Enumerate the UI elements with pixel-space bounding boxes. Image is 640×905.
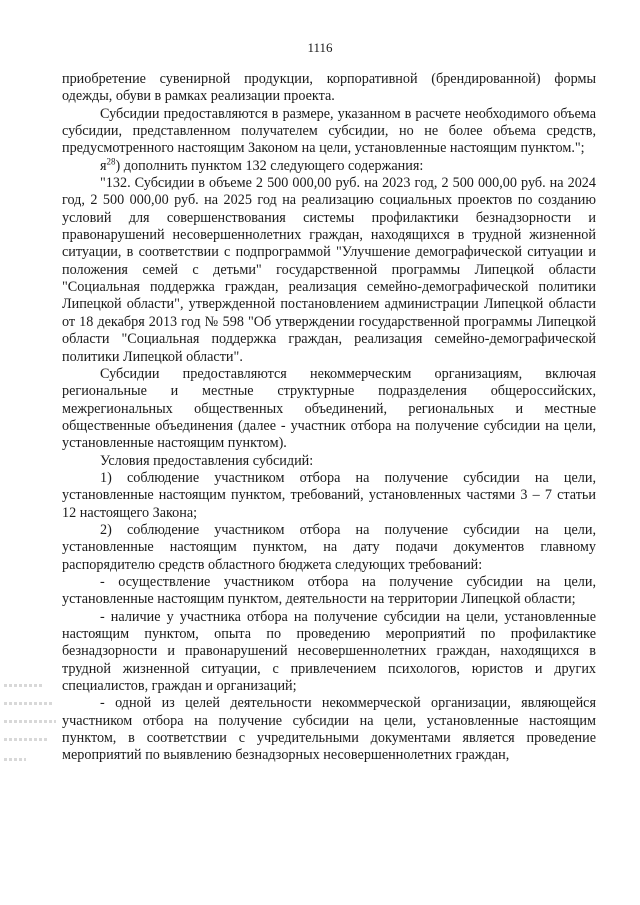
scan-margin-artifacts bbox=[4, 680, 60, 770]
paragraph-3-superscript: 28 bbox=[106, 155, 116, 166]
paragraph-5: Субсидии предоставляются некоммерческим организациям, включая региональные и местные структурные подразделения общероссийских, межрегиональных общественных объединений, региональных и местные общественные объединения (далее - участник отбора на получение субсидии на цели, установленные настоящим пунктом). bbox=[62, 365, 596, 452]
document-body bbox=[62, 71, 596, 765]
scan-artifact-mark bbox=[4, 758, 26, 761]
scan-artifact-mark bbox=[4, 720, 56, 723]
paragraph-4: "132. Субсидии в объеме 2 500 000,00 руб. на 2023 год, 2 500 000,00 руб. на 2024 год, 2 500 000,00 руб. на 2025 год на реализацию социальных проектов по созданию условий для совершенствования системы профилактики безнадзорности и правонарушений несовершеннолетних граждан, находящихся в трудной жизненной ситуации, в соответствии с подпрограммой "Улучшение демографической ситуации и положения семей с детьми" государственной программы Липецкой области "Социальная поддержка граждан, реализация семейно-демографической политики Липецкой области", утвержденной постановлением администрации Липецкой области от 18 декабря 2013 год № 598 "Об утверждении государственной программы Липецкой области "Социальная поддержка граждан, реализация семейно-демографической политики Липецкой области". bbox=[62, 175, 596, 365]
scan-artifact-mark bbox=[4, 684, 44, 687]
scan-artifact-mark bbox=[4, 738, 48, 741]
paragraph-2: Субсидии предоставляются в размере, указанном в расчете необходимого объема субсидии, представленном получателем субсидии, но не более объема средств, предусмотренного настоящим Законом на цели, установленные настоящим пунктом."; bbox=[62, 105, 596, 157]
paragraph-1: приобретение сувенирной продукции, корпоративной (брендированной) формы одежды, обуви в рамках реализации проекта. bbox=[62, 71, 596, 105]
paragraph-11: - одной из целей деятельности некоммерческой организации, являющейся участником отбора на получение субсидии на цели, установленные настоящим пунктом, в соответствии с учредительными документами является проведение мероприятий по выявлению безнадзорных несовершеннолетних граждан, bbox=[62, 695, 596, 764]
paragraph-10: - наличие у участника отбора на получение субсидии на цели, установленные настоящим пунктом, опыта по проведению мероприятий по профилактике безнадзорности и правонарушений несовершеннолетних граждан, находящихся в трудной жизненной ситуации, с привлечением психологов, юристов и других специалистов, граждан и организаций; bbox=[62, 608, 596, 695]
paragraph-7: 1) соблюдение участником отбора на получение субсидии на цели, установленные настоящим пунктом, требований, установленных частями 3 – 7 статьи 12 настоящего Закона; bbox=[62, 469, 596, 521]
paragraph-3-text: ) дополнить пунктом 132 следующего содержания: bbox=[115, 157, 424, 174]
paragraph-6: Условия предоставления субсидий: bbox=[100, 452, 314, 469]
scan-artifact-mark bbox=[4, 702, 52, 705]
paragraph-3 bbox=[62, 155, 596, 175]
paragraph-8: 2) соблюдение участником отбора на получение субсидии на цели, установленные настоящим пунктом, на дату подачи документов главному распорядителю средств областного бюджета следующих требований: bbox=[62, 521, 596, 573]
paragraph-3-prefix: я bbox=[100, 157, 107, 174]
page-number: 1116 bbox=[307, 40, 333, 55]
paragraph-9: - осуществление участником отбора на получение субсидии на цели, установленные настоящим пунктом, деятельности на территории Липецкой области; bbox=[62, 573, 596, 608]
